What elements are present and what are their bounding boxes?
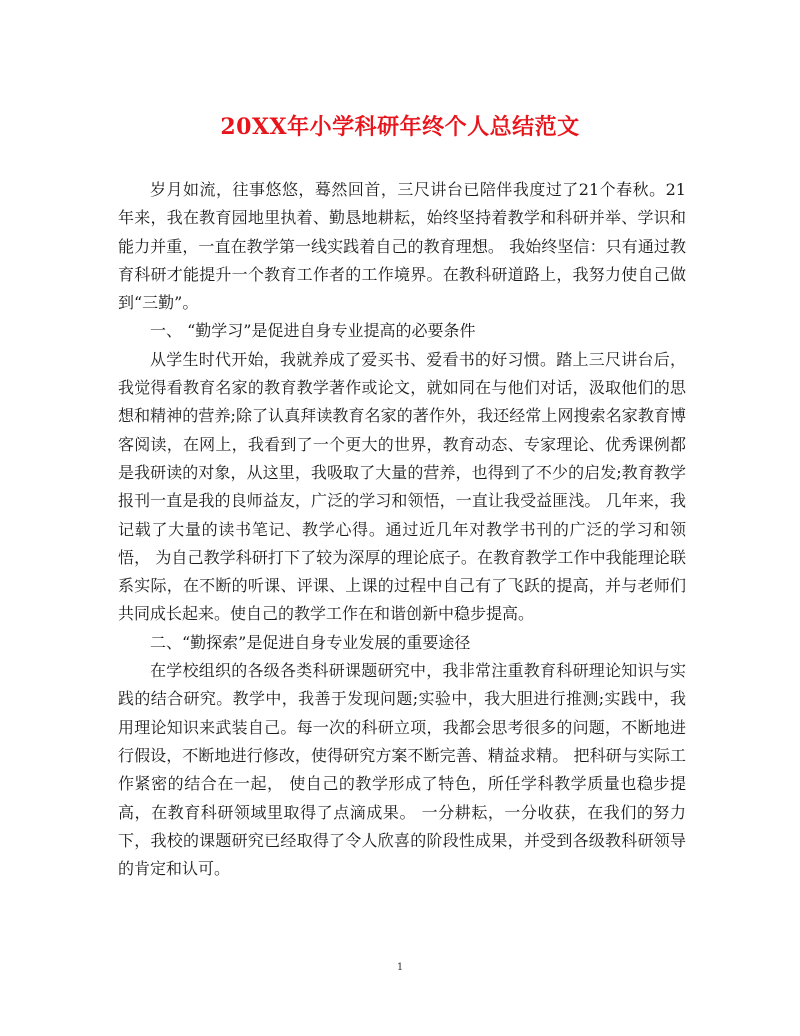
- paragraph-section-1: 从学生时代开始，我就养成了爱买书、爱看书的好习惯。踏上三尺讲台后，我觉得看教育名家的教育教学著作或论文，就如同在与他们对话，汲取他们的思想和精神的营养;除了认真拜读教育名家的著作外，我还经常上网搜索名家教育博客阅读，在网上，我看到了一个更大的世界，教育动态、专家理论、优秀课例都是我研读的对象，从这里，我吸取了大量的营养，也得到了不少的启发;教育教学报刊一直是我的良师益友，广泛的学习和领悟，一直让我受益匪浅。 几年来，我记载了大量的读书笔记、教学心得。通过近几年对教学书刊的广泛的学习和领悟， 为自己教学科研打下了较为深厚的理论底子。在教育教学工作中我能理论联系实际，在不断的听课、评课、上课的过程中自己有了飞跃的提高，并与老师们共同成长起来。使自己的教学工作在和谐创新中稳步提高。: [118, 349, 686, 624]
- paragraph-intro: 岁月如流，往事悠悠，蓦然回首，三尺讲台已陪伴我度过了21个春秋。21年来，我在教育园地里执着、勤恳地耕耘，始终坚持着教学和科研并举、学识和能力并重，一直在教学第一线实践着自己的教育理想。 我始终坚信：只有通过教育科研才能提升一个教育工作者的工作境界。在教科研道路上，我努力使自己做到“三勤”。: [118, 180, 686, 313]
- paragraph-section-2: 在学校组织的各级各类科研课题研究中，我非常注重教育科研理论知识与实践的结合研究。教学中，我善于发现问题;实验中，我大胆进行推测;实践中，我用理论知识来武装自己。每一次的科研立项，我都会思考很多的问题，不断地进行假设，不断地进行修改，使得研究方案不断完善、精益求精。 把科研与实际工作紧密的结合在一起， 使自己的教学形成了特色，所任学科教学质量也稳步提高，在教育科研领域里取得了点滴成果。 一分耕耘，一分收获，在我们的努力下，我校的课题研究已经取得了令人欣喜的阶段性成果，并受到各级教科研领导的肯定和认可。: [118, 661, 686, 879]
- section-heading-2: 二、“勤探索”是促进自身专业发展的重要途径: [150, 632, 471, 652]
- section-heading-1: 一、 “勤学习”是促进自身专业提高的必要条件: [150, 321, 476, 341]
- page-number: 1: [396, 962, 404, 973]
- document-body: [118, 176, 686, 883]
- document-title: 20XX年小学科研年终个人总结范文: [220, 114, 580, 140]
